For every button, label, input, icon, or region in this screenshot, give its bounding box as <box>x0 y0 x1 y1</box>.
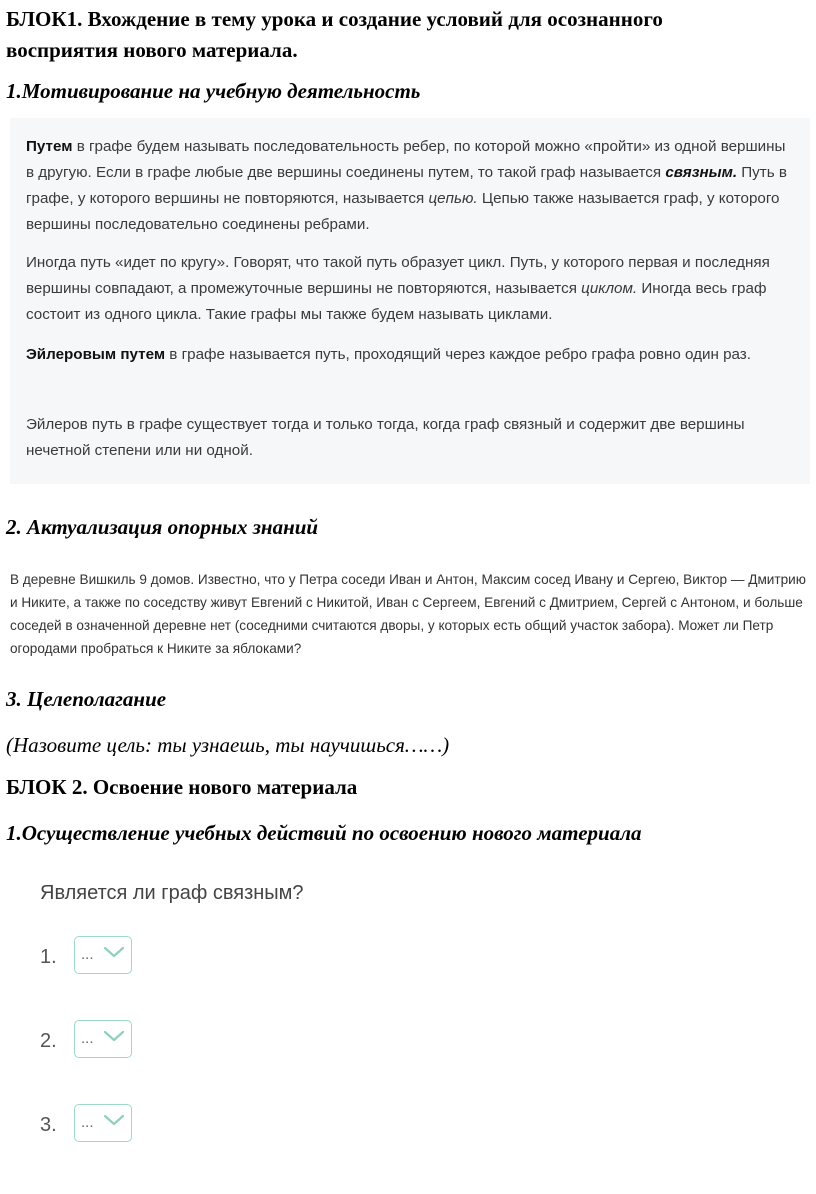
block1-title: БЛОК1. Вхождение в тему урока и создание условий для осознанного восприятия нового материала. <box>6 7 663 62</box>
section3-title: 3. Целеполагание <box>6 687 167 711</box>
task-text: В деревне Вишкиль 9 домов. Известно, что у Петра соседи Иван и Антон, Максим сосед Ивану и Сергею, Виктор — Дмитрию и Никите, а также по соседству живут Евгений с Никитой, Иван с Сергеем, Евгений с Дмитрием, Сергей с Антоном, и больше соседей в означенной деревне нет (соседними считаются дворы, у которых есть общий участок забора). Может ли Петр огородами пробраться к Никите за яблоками? <box>10 572 806 656</box>
quiz-item-number: 1. <box>40 946 57 968</box>
goal-note: (Назовите цель: ты узнаешь, ты научишься……) <box>6 733 450 757</box>
chevron-down-icon <box>103 1029 125 1043</box>
section4-title: 1.Осуществление учебных действий по освоению нового материала <box>6 821 642 845</box>
theory-paragraph-euler-path: Эйлеровым путем в графе называется путь, проходящий через каждое ребро графа ровно один раз. <box>26 346 751 363</box>
answer-select-3[interactable] <box>74 1104 132 1142</box>
theory-paragraph-path: Путем в графе будем называть последовательность ребер, по которой можно «пройти» из одной вершины в другую. Если в графе любые две вершины соединены путем, то такой граф называется связным. Путь в графе, у которого вершины не повторяются, называется цепью. Цепью также называется граф, у которого вершины последовательно соединены ребрами. <box>26 138 787 233</box>
block2-title: БЛОК 2. Освоение нового материала <box>6 775 358 799</box>
chevron-down-icon <box>103 1113 125 1127</box>
quiz-item-number: 2. <box>40 1030 57 1052</box>
answer-select-2[interactable] <box>74 1020 132 1058</box>
answer-select-1[interactable] <box>74 936 132 974</box>
section2-title: 2. Актуализация опорных знаний <box>6 515 319 539</box>
chevron-down-icon <box>103 945 125 959</box>
theory-paragraph-cycle: Иногда путь «идет по кругу». Говорят, что такой путь образует цикл. Путь, у которого первая и последняя вершины совпадают, а промежуточные вершины не повторяются, называется циклом. Иногда весь граф состоит из одного цикла. Такие графы мы также будем называть циклами. <box>26 254 770 323</box>
theory-paragraph-euler-theorem: Эйлеров путь в графе существует тогда и только тогда, когда граф связный и содержит две вершины нечетной степени или ни одной. <box>26 416 745 459</box>
section1-title: 1.Мотивирование на учебную деятельность <box>6 79 421 103</box>
quiz-question: Является ли граф связным? <box>40 882 304 904</box>
answer-select-value: ... <box>81 1030 94 1047</box>
quiz-item-number: 3. <box>40 1114 57 1136</box>
theory-box <box>10 118 810 484</box>
answer-select-value: ... <box>81 946 94 963</box>
answer-select-value: ... <box>81 1114 94 1131</box>
